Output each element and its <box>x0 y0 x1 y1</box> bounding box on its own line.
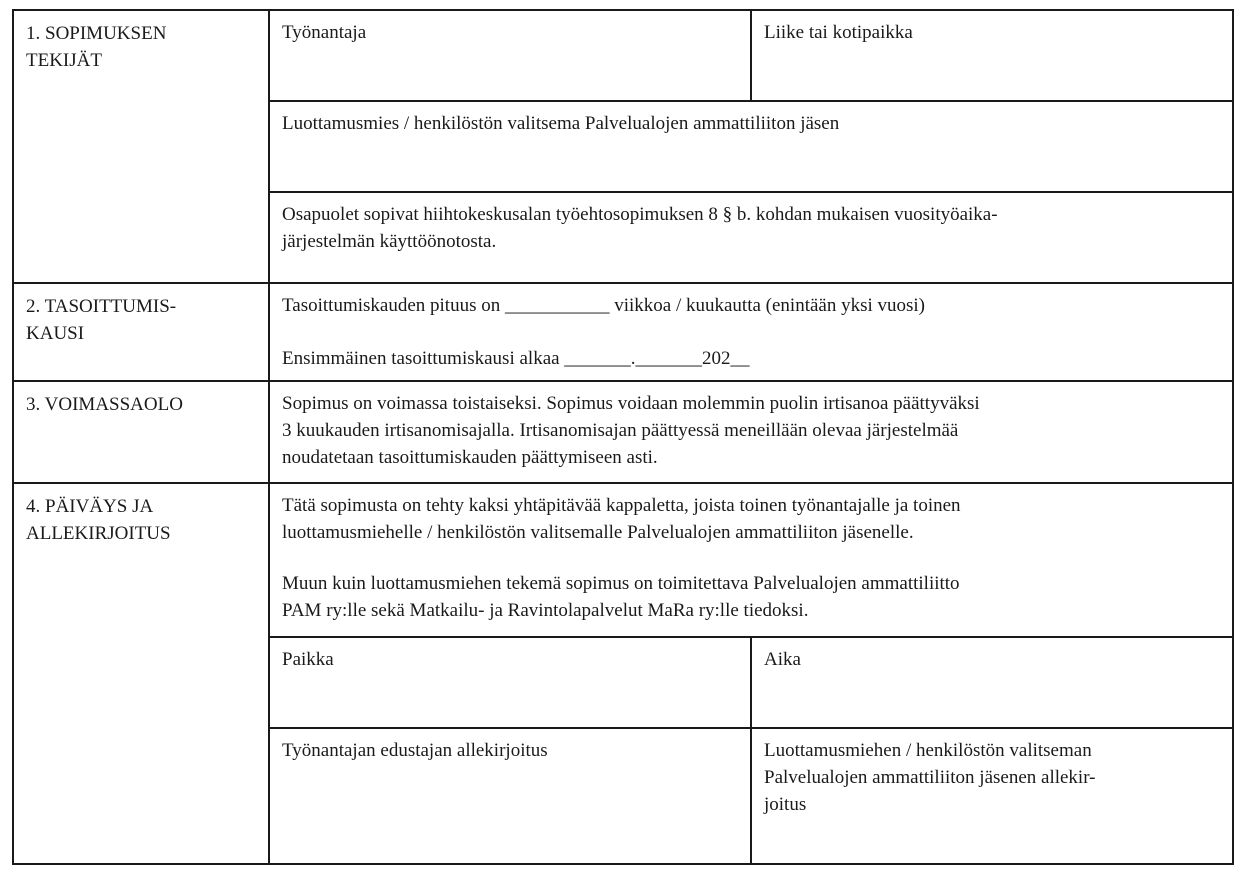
employer-signature-label: Työnantajan edustajan allekirjoitus <box>282 740 548 761</box>
period-length-text: Tasoittumiskauden pituus on ___________ viikkoa / kuukautta (enintään yksi vuosi) <box>282 295 926 316</box>
first-period-text: Ensimmäinen tasoittumiskausi alkaa _______._______202__ <box>282 347 750 369</box>
copies-text: Tätä sopimusta on tehty kaksi yhtäpitävää kappaletta, joista toinen työnantajalle ja toinen luottamusmiehelle / henkilöstön valitsemalle Palvelualojen ammattiliiton jäsenelle. <box>282 495 961 543</box>
agreement-text: Osapuolet sopivat hiihtokeskusalan työehtosopimuksen 8 § b. kohdan mukaisen vuosityöaika- järjestelmän käyttöönotosta. <box>282 204 998 252</box>
representative-label: Luottamusmies / henkilöstön valitsema Palvelualojen ammattiliiton jäsen <box>282 113 840 134</box>
time-field[interactable] <box>751 637 1233 728</box>
section-1-label: 1. SOPIMUKSEN TEKIJÄT <box>13 10 269 283</box>
section-4-label: 4. PÄIVÄYS JA ALLEKIRJOITUS <box>13 483 269 864</box>
copies-cell <box>269 483 1233 637</box>
agreement-text-cell <box>269 192 1233 283</box>
representative-signature-label: Luottamusmiehen / henkilöstön valitseman Palvelualojen ammattiliiton jäsenen allekir- joitus <box>764 740 1096 815</box>
representative-field[interactable] <box>269 101 1233 192</box>
period-cell[interactable] <box>269 283 1233 381</box>
section-3-label: 3. VOIMASSAOLO <box>13 381 269 483</box>
place-field[interactable] <box>269 637 751 728</box>
validity-cell <box>269 381 1233 483</box>
place-label: Paikka <box>282 649 334 670</box>
location-field[interactable] <box>751 10 1233 101</box>
validity-text: Sopimus on voimassa toistaiseksi. Sopimus voidaan molemmin puolin irtisanoa päättyväksi 3 kuukauden irtisanomisajalla. Irtisanomisajan päättyessä meneillään olevaa järjestelmää noudatetaan tasoittumiskauden päättymiseen asti. <box>282 393 980 468</box>
delivery-text: Muun kuin luottamusmiehen tekemä sopimus on toimitettava Palvelualojen ammattiliitto PAM ry:lle sekä Matkailu- ja Ravintolapalvelut MaRa ry:lle tiedoksi. <box>282 572 960 621</box>
time-label: Aika <box>764 649 801 670</box>
agreement-form-table <box>12 9 1234 865</box>
section-2-label: 2. TASOITTUMIS- KAUSI <box>13 283 269 381</box>
employer-field[interactable] <box>269 10 751 101</box>
employer-signature-field[interactable] <box>269 728 751 864</box>
location-label: Liike tai kotipaikka <box>764 22 913 43</box>
representative-signature-field[interactable] <box>751 728 1233 864</box>
employer-label: Työnantaja <box>282 22 367 43</box>
